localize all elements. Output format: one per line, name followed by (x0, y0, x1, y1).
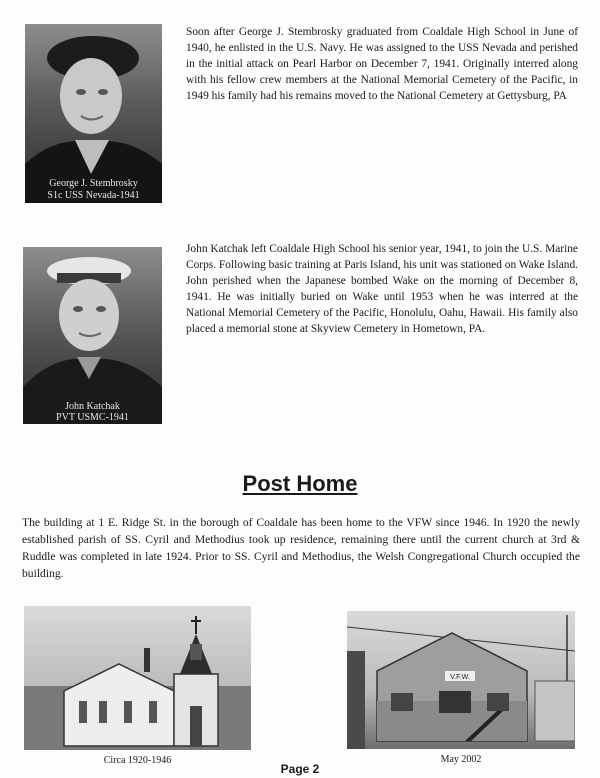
church-building (24, 606, 251, 750)
bio-text: Soon after George J. Stembrosky graduated from Coaldale High School in June of 1940, he enlisted in the U.S. Navy. He was assigned to the USS Nevada and perished in the initial attack on Pearl Harbor on December 7, 1941. Originally interred along with his fellow crew members at the National Memorial Cemetery of the Pacific, in 1949 his family had his remains moved to the National Cemetery at Gettysburg, PA (186, 26, 578, 102)
marine-figure (23, 247, 162, 424)
church-photo (24, 606, 251, 750)
vfw-post-photo (347, 611, 575, 749)
bio-text: John Katchak left Coaldale High School his senior year, 1941, to join the U.S. Marine Corps. Following basic training at Paris Island, his unit was stationed on Wake Island. John perished when the Japanese bombed Wake on the morning of December 8, 1941. He was initially buried on Wake until 1953 when he was interred at the National Memorial Cemetery of the Pacific, Honolulu, Oahu, Hawaii. His family also placed a memorial stone at Skyview Cemetery in Hometown, PA. (186, 243, 578, 335)
photo-caption-rank: S1c USS Nevada-1941 (47, 190, 140, 201)
vfw-sign: V.F.W. (450, 674, 470, 681)
photo-caption-rank: PVT USMC-1941 (56, 412, 129, 423)
vfw-building (347, 611, 575, 749)
bio-katchak (186, 241, 578, 337)
post-home-paragraph: The building at 1 E. Ridge St. in the borough of Coaldale has been home to the VFW since 1946. In 1920 the newly established parish of SS. Cyril and Methodius took up residence, remaining there until the current church at 3rd & Ruddle was completed in late 1924. Prior to SS. Cyril and Methodius, the Welsh Congregational Church occupied the building. (22, 516, 580, 580)
portrait-katchak (23, 247, 162, 424)
bio-stembrosky (186, 24, 578, 104)
portrait-stembrosky (25, 24, 162, 203)
sailor-figure (25, 24, 162, 203)
photo-caption-name: George J. Stembrosky (49, 178, 138, 189)
photo-caption-left: Circa 1920-1946 (103, 755, 172, 766)
section-title: Post Home (242, 471, 358, 496)
photo-caption-right: May 2002 (440, 754, 482, 765)
page-number: Page 2 (280, 762, 320, 776)
photo-caption-name: John Katchak (65, 401, 120, 412)
